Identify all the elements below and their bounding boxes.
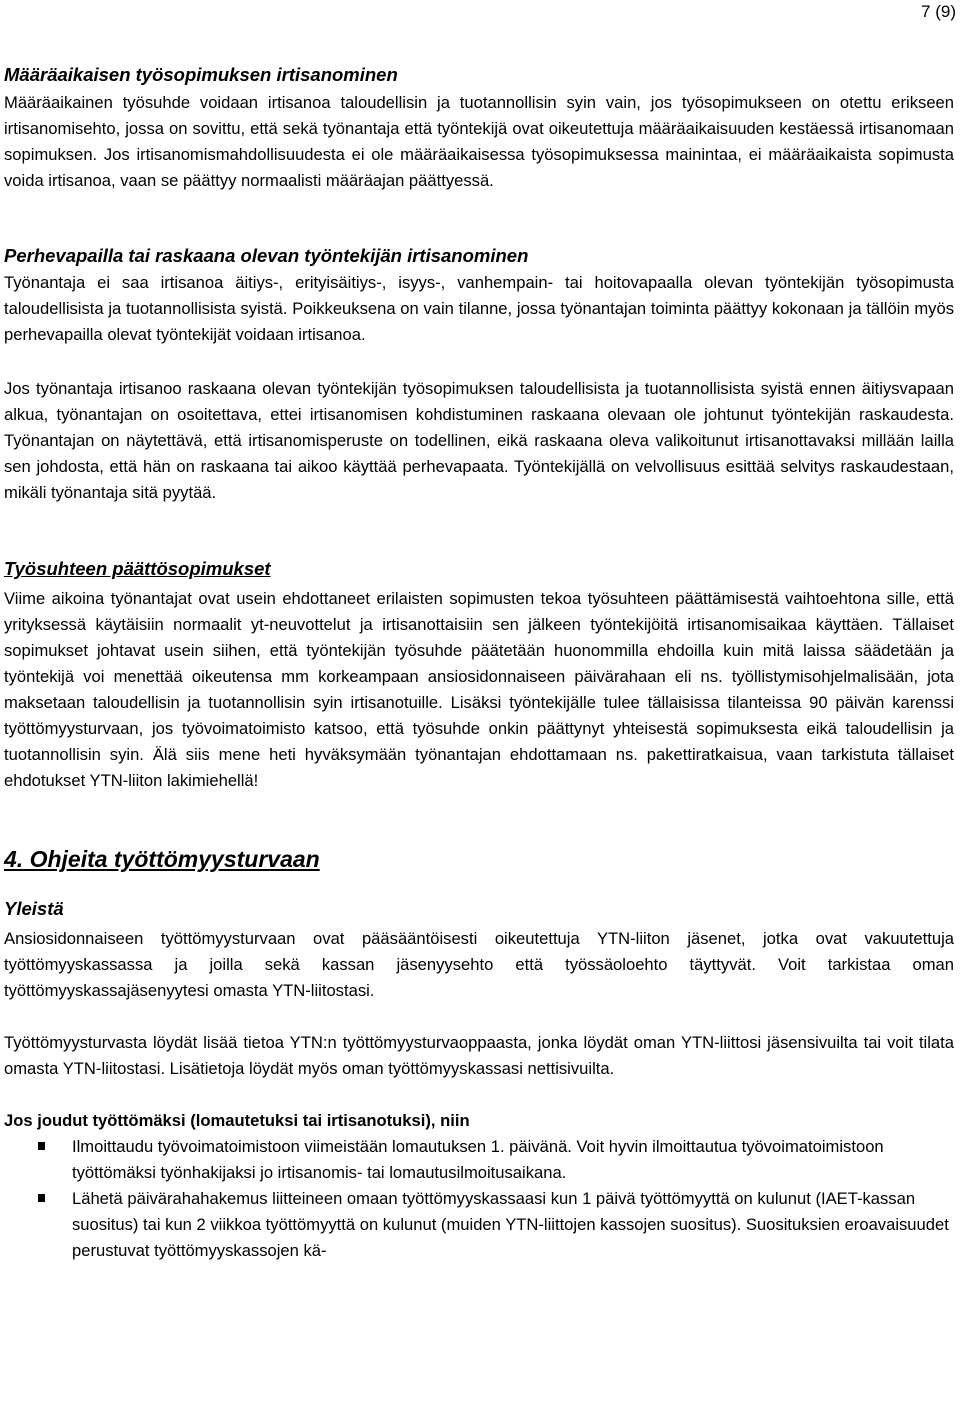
unemployment-section-heading: 4. Ohjeita työttömyysturvaan (4, 846, 320, 872)
bullet-text: Lähetä päivärahahakemus liitteineen omaan työttömyyskassaasi kun 1 päivä työttömyyttä on kulunut (IAET-kassan suositus) tai kun 2 viikkoa työttömyyttä on kulunut (muiden YTN-liittojen kassojen suositus). Suosituksien eroavaisuudet perustuvat työttömyyskassojen kä- (72, 1189, 949, 1260)
square-bullet-icon (38, 1142, 45, 1150)
fixed-term-termination-paragraph: Määräaikainen työsuhde voidaan irtisanoa taloudellisin ja tuotannollisin syin vain, jos työsopimukseen on otettu erikseen irtisanomisehto, jossa on sovittu, että sekä työnantaja että työntekijä ovat oikeutettuja määräaikaisuuden kestäessä irtisanomaan sopimuksen. Jos irtisanomismahdollisuudesta ei ole määräaikaisessa työsopimuksessa mainintaa, ei määräaikaista sopimusta voida irtisanoa, vaan se päättyy normaalisti määräajan päättyessä. (4, 93, 954, 190)
family-leave-paragraph-2: Jos työnantaja irtisanoo raskaana olevan työntekijän työsopimuksen taloudellisista ja tuotannollisista syistä ennen äitiysvapaan alkua, työnantajan on osoitettava, ettei irtisanomisen kohdistuminen raskaana olevaan ole johtunut työntekijän raskaudesta. Työnantajan on näytettävä, että irtisanomisperuste on todellinen, eikä raskaana oleva valikoitunut irtisanottavaksi millään lailla sen johdosta, että hän on raskaana tai aikoo käyttää perhevapaata. Työntekijällä on velvollisuus esittää selvitys raskaudestaan, mikäli työnantaja sitä pyytää. (4, 379, 954, 502)
fixed-term-termination-heading: Määräaikaisen työsopimuksen irtisanominen (4, 64, 398, 85)
bullet-item (4, 1134, 954, 1186)
family-leave-paragraph-1: Työnantaja ei saa irtisanoa äitiys-, erityisäitiys-, isyys-, vanhempain- tai hoitovapaalla olevan työntekijän työsopimusta taloudellisista ja tuotannollisista syistä. Poikkeuksena on vain tilanne, jossa työnantajan toiminta päättyy kokonaan ja tällöin myös perhevapailla olevat työntekijät voidaan irtisanoa. (4, 273, 954, 344)
unemployment-paragraph-2: Työttömyysturvasta löydät lisää tietoa YTN:n työttömyysturvaoppaasta, jonka löydät oman YTN-liittosi jäsensivuilta tai voit tilata omasta YTN-liitostasi. Lisätietoja löydät myös oman työttömyyskassasi nettisivuilta. (4, 1033, 954, 1078)
unemployment-paragraph-1: Ansiosidonnaiseen työttömyysturvaan ovat pääsääntöisesti oikeutettuja YTN-liiton jäsenet, jotka ovat vakuutettuja työttömyyskassassa ja joilla sekä kassan jäsenyysehto että työssäoloehto täyttyvät. Voit tarkistaa oman työttömyyskassajäsenyytesi omasta YTN-liitostasi. (4, 929, 954, 1000)
family-leave-termination-heading: Perhevapailla tai raskaana olevan työntekijän irtisanominen (4, 245, 529, 266)
general-subheading: Yleistä (4, 898, 64, 919)
page-number: 7 (9) (921, 2, 956, 21)
bullet-item (4, 1186, 954, 1264)
unemployment-bullet-list (4, 1134, 954, 1264)
bullet-text: Ilmoittaudu työvoimatoimistoon viimeistään lomautuksen 1. päivänä. Voit hyvin ilmoittautua työvoimatoimistoon työttömäksi työnhakijaksi jo irtisanomis- tai lomautusilmoitusaikana. (72, 1137, 884, 1182)
if-unemployed-intro: Jos joudut työttömäksi (lomautetuksi tai irtisanotuksi), niin (4, 1111, 470, 1130)
termination-agreements-heading: Työsuhteen päättösopimukset (4, 558, 271, 579)
document-body (4, 62, 954, 1264)
termination-agreements-paragraph: Viime aikoina työnantajat ovat usein ehdottaneet erilaisten sopimusten tekoa työsuhteen päättämisestä vaihtoehtona sille, että yrityksessä käytäisiin normaalit yt-neuvottelut ja irtisanottaisiin sen jälkeen työntekijöitä irtisanomisaikaa käyttäen. Tällaiset sopimukset johtavat usein siihen, että työntekijän työsuhde päätetään huonommilla ehdoilla kuin mitä laissa säädetään ja työntekijä voi menettää oikeutensa mm korkeampaan ansiosidonnaiseen päivärahaan eli ns. työllistymisohjelmalisään, jota maksetaan taloudellisin ja tuotannollisin syin irtisanotuille. Lisäksi työntekijälle tulee tällaisissa tilanteissa 90 päivän karenssi työttömyysturvaan, jos työvoimatoimisto katsoo, että työsuhde onkin päättynyt yhteisestä sopimuksesta eikä taloudellisin ja tuotannollisin syin. Älä siis mene heti hyväksymään työnantajan ehdottamaan ns. pakettiratkaisua, vaan tarkistuta tällaiset ehdotukset YTN-liiton lakimiehellä! (4, 589, 954, 790)
square-bullet-icon (38, 1194, 45, 1202)
